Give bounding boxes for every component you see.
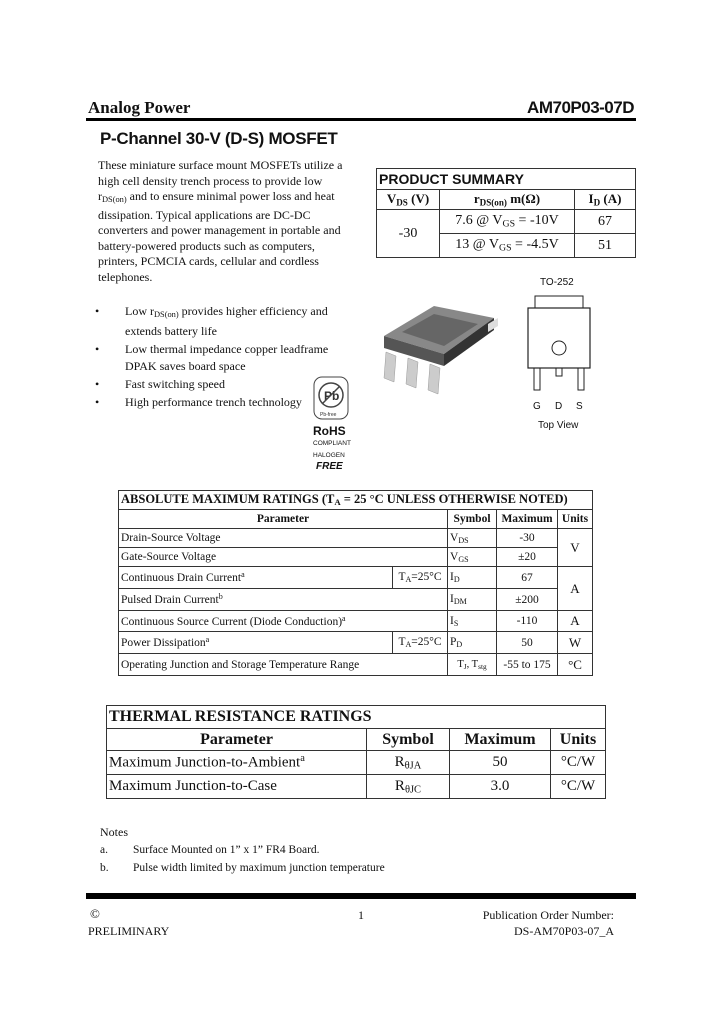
table-row: Maximum Junction-to-Case $R_{\theta JC}$ 3.0 °C/W bbox=[107, 775, 606, 799]
note-a-text: Surface Mounted on 1” x 1” FR4 Board. bbox=[133, 844, 320, 856]
package-outline bbox=[524, 294, 594, 394]
col-symbol: Symbol bbox=[448, 510, 497, 529]
col-parameter: Parameter bbox=[119, 510, 448, 529]
table-row: Gate-Source Voltage $V_{GS}$ ±20 bbox=[119, 548, 593, 567]
copyright-icon: © bbox=[90, 906, 100, 921]
id-value: 51 bbox=[575, 234, 636, 258]
thermal-resistance-table bbox=[106, 705, 606, 799]
col-units: Units bbox=[551, 729, 606, 751]
publication-number: DS-AM70P03-07_A bbox=[513, 924, 614, 938]
footer-rule bbox=[86, 893, 636, 899]
table-row: Operating Junction and Storage Temperature Range $T_J$, $T_{stg}$ -55 to 175 °C bbox=[119, 654, 593, 676]
company-name: Analog Power bbox=[88, 98, 191, 117]
halogen-label: HALOGEN bbox=[313, 452, 345, 459]
col-units: Units bbox=[558, 510, 593, 529]
rohs-label: RoHS bbox=[313, 424, 346, 438]
rohs-compliant: COMPLIANT bbox=[313, 440, 351, 447]
note-a-label: a. bbox=[100, 844, 108, 856]
view-label: Top View bbox=[538, 420, 579, 431]
feature-item: • Low thermal impedance copper leadframe DPAK saves board space bbox=[95, 341, 345, 375]
vds-header: $V_{DS}$ (V) bbox=[377, 190, 440, 210]
rohs-pb-free-icon bbox=[313, 376, 349, 420]
col-parameter: Parameter bbox=[107, 729, 367, 751]
part-number: AM70P03-07D bbox=[527, 98, 634, 117]
package-image bbox=[372, 296, 502, 396]
package-name: TO-252 bbox=[540, 277, 574, 288]
feature-list bbox=[95, 303, 345, 412]
feature-item: • Fast switching speed bbox=[95, 376, 345, 393]
thermal-title: THERMAL RESISTANCE RATINGS bbox=[107, 706, 606, 729]
table-row: Maximum Junction-to-Ambient$^a$ $R_{\theta JA}$ 50 °C/W bbox=[107, 751, 606, 775]
vds-value: -30 bbox=[377, 210, 440, 258]
abs-max-title: ABSOLUTE MAXIMUM RATINGS ($T_A = 25$ °C UNLESS OTHERWISE NOTED) bbox=[119, 491, 593, 510]
rds-value: 7.6 @ $V_{GS} = -10V$ bbox=[440, 210, 575, 234]
rds-header: $r_{DS(on)}$ m(Ω) bbox=[440, 190, 575, 210]
id-value: 67 bbox=[575, 210, 636, 234]
table-row: Continuous Drain Current$^a$ $T_A=25^\circ C$ $I_D$ 67 A bbox=[119, 567, 593, 589]
note-b-text: Pulse width limited by maximum junction temperature bbox=[133, 862, 385, 874]
table-row: Power Dissipation$^a$ $T_A=25^\circ C$ $P_D$ 50 W bbox=[119, 632, 593, 654]
col-maximum: Maximum bbox=[450, 729, 551, 751]
header-rule bbox=[86, 118, 636, 121]
col-maximum: Maximum bbox=[497, 510, 558, 529]
feature-item: • High performance trench technology bbox=[95, 394, 345, 411]
halogen-free: FREE bbox=[316, 461, 343, 472]
notes-title: Notes bbox=[100, 825, 128, 839]
feature-item: • Low $r_{DS(on)}$ provides higher efficiency and extends battery life bbox=[95, 303, 345, 340]
intro-paragraph: These miniature surface mount MOSFETs utilize a high cell density trench process to provide low $r_{DS(on)}$ and to ensure minimal power loss and heat dissipation. Typical applications are DC-DC converters and power management in portable and battery-powered products such as computers, printers, PCMCIA cards, cellular and cordless telephones. bbox=[98, 158, 343, 284]
table-row: Pulsed Drain Current$^b$ $I_{DM}$ ±200 bbox=[119, 589, 593, 611]
product-summary-title: PRODUCT SUMMARY bbox=[377, 169, 636, 190]
pin-label-s: S bbox=[576, 401, 583, 412]
product-summary-table bbox=[376, 168, 636, 258]
pin-label-d: D bbox=[555, 401, 563, 412]
svg-text:Pb-free: Pb-free bbox=[320, 412, 337, 418]
id-header: $I_D$ (A) bbox=[575, 190, 636, 210]
pin-label-g: G bbox=[533, 401, 541, 412]
rds-value: 13 @ $V_{GS} = -4.5V$ bbox=[440, 234, 575, 258]
preliminary-label: PRELIMINARY bbox=[88, 924, 170, 938]
table-row: Continuous Source Current (Diode Conduction)$^a$ $I_S$ -110 A bbox=[119, 611, 593, 632]
table-row: Drain-Source Voltage $V_{DS}$ -30 V bbox=[119, 529, 593, 548]
note-b-label: b. bbox=[100, 862, 109, 874]
svg-text:Pb: Pb bbox=[324, 389, 340, 403]
page-title: P-Channel 30-V (D-S) MOSFET bbox=[100, 129, 338, 148]
absolute-maximum-ratings-table bbox=[118, 490, 593, 676]
publication-label: Publication Order Number: bbox=[482, 908, 614, 922]
col-symbol: Symbol bbox=[367, 729, 450, 751]
page-number: 1 bbox=[358, 908, 364, 922]
